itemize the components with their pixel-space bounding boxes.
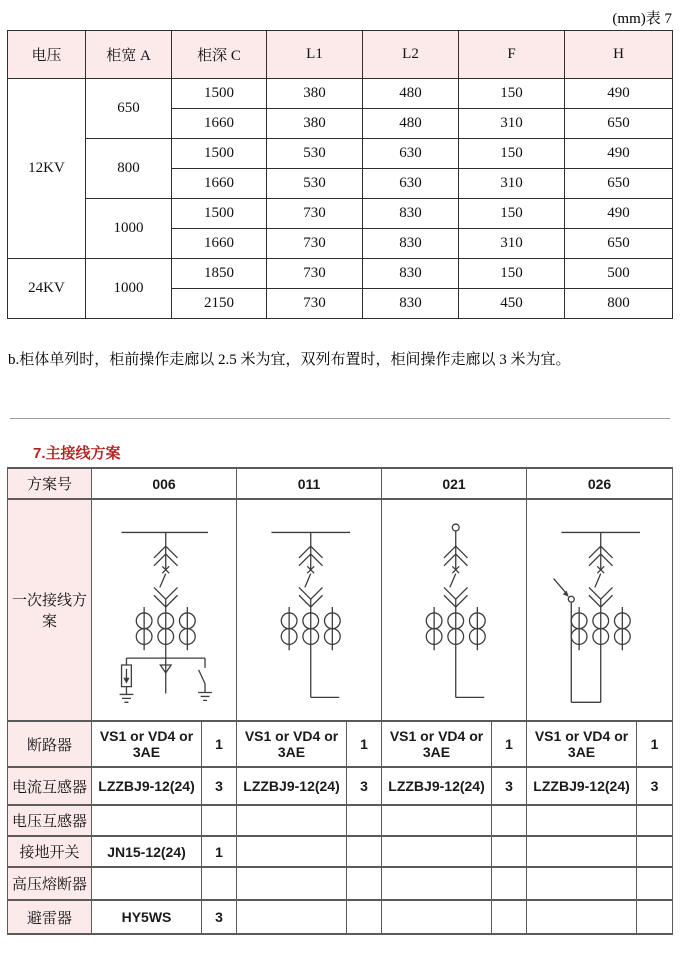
- table-cell: 490: [565, 79, 673, 109]
- breaker-model-026: VS1 or VD4 or 3AE: [527, 721, 637, 767]
- pt-qty-026: [637, 805, 673, 836]
- table-cell: 1660: [172, 109, 267, 139]
- voltage-12kv-cell: 12KV: [8, 79, 86, 259]
- scheme-diagram-021: [382, 499, 527, 721]
- scheme-col-006: 006: [92, 468, 237, 499]
- table-cell: 830: [363, 199, 459, 229]
- unit-and-table-number: (mm)表 7: [612, 11, 672, 27]
- es-qty-011: [347, 836, 382, 867]
- note-aisle-width: b.柜体单列时，柜前操作走廊以 2.5 米为宜，双列布置时，柜间操作走廊以 3 米为宜。: [8, 352, 571, 368]
- table-cell: 1850: [172, 259, 267, 289]
- ct-qty-011: 3: [347, 767, 382, 805]
- breaker-qty-021: 1: [492, 721, 527, 767]
- width-800-cell: 800: [86, 139, 172, 199]
- pt-model-021: [382, 805, 492, 836]
- arrester-qty-026: [637, 900, 673, 934]
- breaker-model-006: VS1 or VD4 or 3AE: [92, 721, 202, 767]
- diagram-row-label: 一次接线方案: [8, 499, 92, 721]
- component-row-current-transformer: [8, 767, 673, 805]
- col-header-l1: L1: [267, 31, 363, 79]
- table-row: [8, 259, 673, 289]
- ct-qty-026: 3: [637, 767, 673, 805]
- component-row-arrester: [8, 900, 673, 934]
- row-label-hv-fuse: 高压熔断器: [8, 867, 92, 900]
- ct-model-006: LZZBJ9-12(24): [92, 767, 202, 805]
- arrester-qty-021: [492, 900, 527, 934]
- table-cell: 730: [267, 199, 363, 229]
- table-cell: 310: [459, 109, 565, 139]
- scheme-number-label: 方案号: [8, 468, 92, 499]
- table-cell: 530: [267, 139, 363, 169]
- breaker-model-011: VS1 or VD4 or 3AE: [237, 721, 347, 767]
- table-cell: 830: [363, 259, 459, 289]
- ct-qty-021: 3: [492, 767, 527, 805]
- table-cell: 150: [459, 259, 565, 289]
- es-model-026: [527, 836, 637, 867]
- fuse-model-011: [237, 867, 347, 900]
- pt-qty-021: [492, 805, 527, 836]
- voltage-24kv-cell: 24KV: [8, 259, 86, 319]
- ct-model-021: LZZBJ9-12(24): [382, 767, 492, 805]
- ct-model-026: LZZBJ9-12(24): [527, 767, 637, 805]
- diagram-row: [8, 499, 673, 721]
- col-header-f: F: [459, 31, 565, 79]
- table-cell: 630: [363, 139, 459, 169]
- table-cell: 450: [459, 289, 565, 319]
- dimension-table-header-row: [8, 31, 673, 79]
- table-cell: 2150: [172, 289, 267, 319]
- scheme-col-011: 011: [237, 468, 382, 499]
- scheme-col-026: 026: [527, 468, 673, 499]
- scheme-diagram-026: [527, 499, 673, 721]
- es-model-011: [237, 836, 347, 867]
- row-label-voltage-transformer: 电压互感器: [8, 805, 92, 836]
- fuse-qty-006: [202, 867, 237, 900]
- table-cell: 150: [459, 79, 565, 109]
- wiring-scheme-table: [7, 467, 673, 935]
- table-cell: 150: [459, 199, 565, 229]
- scheme-col-021: 021: [382, 468, 527, 499]
- table-cell: 650: [565, 109, 673, 139]
- table-cell: 1500: [172, 79, 267, 109]
- scheme-diagram-011: [237, 499, 382, 721]
- breaker-qty-006: 1: [202, 721, 237, 767]
- component-row-voltage-transformer: [8, 805, 673, 836]
- table-cell: 380: [267, 109, 363, 139]
- table-cell: 380: [267, 79, 363, 109]
- es-qty-026: [637, 836, 673, 867]
- table-cell: 800: [565, 289, 673, 319]
- table-cell: 830: [363, 289, 459, 319]
- arrester-qty-006: 3: [202, 900, 237, 934]
- es-qty-021: [492, 836, 527, 867]
- row-label-earth-switch: 接地开关: [8, 836, 92, 867]
- row-label-current-transformer: 电流互感器: [8, 767, 92, 805]
- component-row-breaker: [8, 721, 673, 767]
- pt-model-011: [237, 805, 347, 836]
- arrester-model-006: HY5WS: [92, 900, 202, 934]
- section-divider: [10, 418, 670, 419]
- col-header-width-a: 柜宽 A: [86, 31, 172, 79]
- pt-model-026: [527, 805, 637, 836]
- col-header-l2: L2: [363, 31, 459, 79]
- table-cell: 730: [267, 229, 363, 259]
- table-cell: 1660: [172, 169, 267, 199]
- table-cell: 830: [363, 229, 459, 259]
- table-cell: 150: [459, 139, 565, 169]
- row-label-arrester: 避雷器: [8, 900, 92, 934]
- table-row: [8, 79, 673, 109]
- ct-model-011: LZZBJ9-12(24): [237, 767, 347, 805]
- table-row: [8, 139, 673, 169]
- table-cell: 490: [565, 199, 673, 229]
- col-header-h: H: [565, 31, 673, 79]
- table-cell: 650: [565, 169, 673, 199]
- fuse-qty-021: [492, 867, 527, 900]
- pt-model-006: [92, 805, 202, 836]
- table-cell: 1660: [172, 229, 267, 259]
- es-model-021: [382, 836, 492, 867]
- table-cell: 730: [267, 289, 363, 319]
- component-row-hv-fuse: [8, 867, 673, 900]
- fuse-qty-011: [347, 867, 382, 900]
- table-cell: 480: [363, 109, 459, 139]
- terminal-breaker-ct-cable-out-diagram: [387, 501, 522, 719]
- table-cell: 1500: [172, 139, 267, 169]
- fuse-model-026: [527, 867, 637, 900]
- table-cell: 490: [565, 139, 673, 169]
- breaker-qty-011: 1: [347, 721, 382, 767]
- section-heading-main-wiring: 7.主接线方案: [33, 445, 121, 462]
- table-cell: 310: [459, 169, 565, 199]
- component-row-earth-switch: [8, 836, 673, 867]
- busbar-breaker-ct-cable-out-diagram: [242, 501, 377, 719]
- table-cell: 630: [363, 169, 459, 199]
- dimension-table: [7, 30, 673, 319]
- col-header-depth-c: 柜深 C: [172, 31, 267, 79]
- pt-qty-006: [202, 805, 237, 836]
- busbar-breaker-ct-arrester-pt-earth-switch-diagram: [97, 501, 232, 719]
- row-label-breaker: 断路器: [8, 721, 92, 767]
- table-cell: 500: [565, 259, 673, 289]
- table-cell: 530: [267, 169, 363, 199]
- col-header-voltage: 电压: [8, 31, 86, 79]
- pt-qty-011: [347, 805, 382, 836]
- fuse-model-006: [92, 867, 202, 900]
- width-650-cell: 650: [86, 79, 172, 139]
- table-row: [8, 199, 673, 229]
- table-cell: 480: [363, 79, 459, 109]
- fuse-model-021: [382, 867, 492, 900]
- breaker-model-021: VS1 or VD4 or 3AE: [382, 721, 492, 767]
- busbar-breaker-ct-cable-loop-in-diagram: [532, 501, 667, 719]
- arrester-qty-011: [347, 900, 382, 934]
- width-1000-cell: 1000: [86, 199, 172, 259]
- arrester-model-026: [527, 900, 637, 934]
- es-model-006: JN15-12(24): [92, 836, 202, 867]
- table-cell: 650: [565, 229, 673, 259]
- width-1000b-cell: 1000: [86, 259, 172, 319]
- scheme-header-row: [8, 468, 673, 499]
- arrester-model-021: [382, 900, 492, 934]
- fuse-qty-026: [637, 867, 673, 900]
- es-qty-006: 1: [202, 836, 237, 867]
- arrester-model-011: [237, 900, 347, 934]
- table-cell: 1500: [172, 199, 267, 229]
- breaker-qty-026: 1: [637, 721, 673, 767]
- ct-qty-006: 3: [202, 767, 237, 805]
- table-cell: 730: [267, 259, 363, 289]
- scheme-diagram-006: [92, 499, 237, 721]
- table-cell: 310: [459, 229, 565, 259]
